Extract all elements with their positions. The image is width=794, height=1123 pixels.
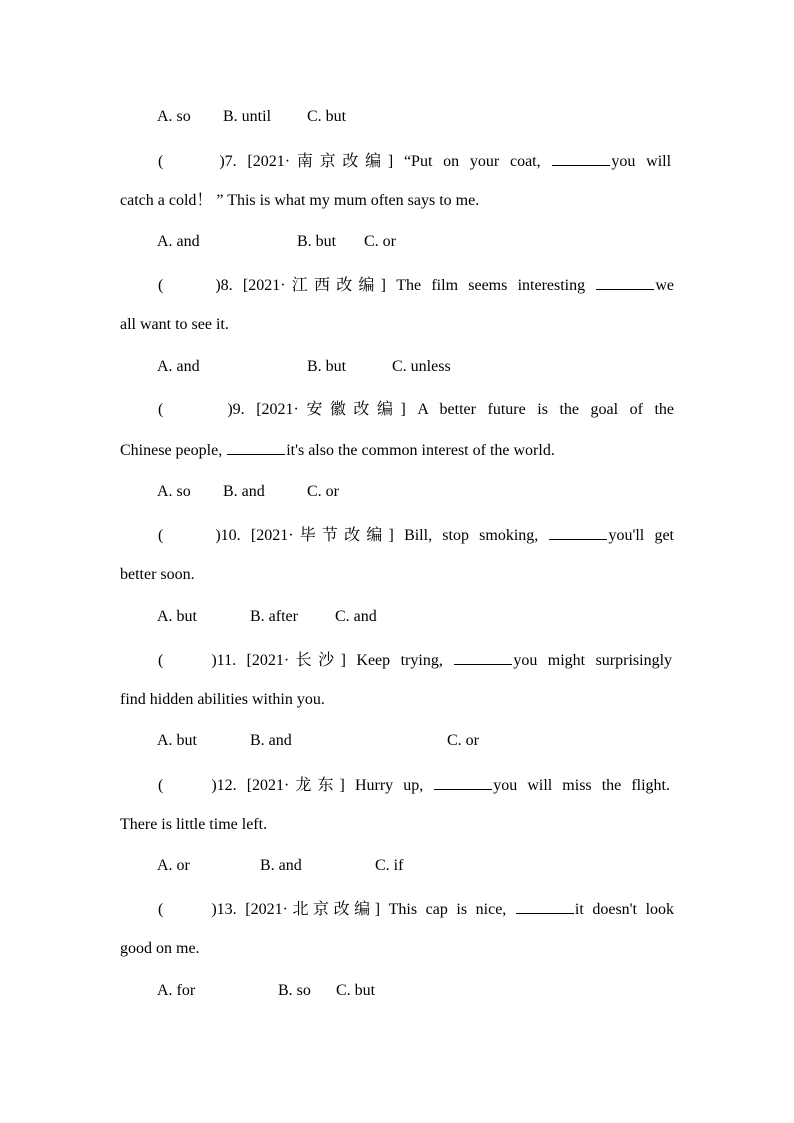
question-source: [2021·龙东] (246, 777, 345, 794)
open-paren: ( (158, 153, 164, 170)
option-b: B. until (223, 108, 272, 125)
question-7-line-1: ( )7. [2021·南京改编] “Put on your coat, you will (158, 153, 672, 170)
question-number: )9. (227, 401, 245, 418)
question-source: [2021·毕节改编] (250, 527, 394, 544)
option-c: C. but (336, 982, 376, 999)
option-b: B. and (260, 857, 302, 874)
answer-blank (516, 899, 574, 914)
answer-blank (434, 775, 492, 790)
option-a: A. and (157, 233, 200, 250)
option-a: A. and (157, 358, 200, 375)
option-c: C. and (335, 608, 377, 625)
question-9-line-2: Chinese people, it's also the common interest of the world. (120, 442, 555, 459)
option-c: C. or (364, 233, 396, 250)
option-a: A. but (157, 608, 197, 625)
question-number: )11. (211, 652, 237, 669)
answer-blank (454, 650, 512, 665)
question-8-line-2: all want to see it. (120, 316, 229, 333)
question-number: )13. (211, 901, 237, 918)
option-b: B. and (223, 483, 265, 500)
option-a: A. or (157, 857, 190, 874)
question-12-line-2: There is little time left. (120, 816, 268, 833)
question-source: [2021·江西改编] (242, 277, 387, 294)
question-13-line-1: ( )13. [2021·北京改编] This cap is nice, it doesn't look (158, 901, 675, 918)
question-9-line-1: ( )9. [2021·安徽改编] A better future is the goal of the (158, 401, 675, 418)
question-number: )12. (211, 777, 237, 794)
option-c: C. or (307, 483, 339, 500)
answer-blank (596, 275, 654, 290)
answer-blank (227, 440, 285, 455)
option-c: C. but (307, 108, 347, 125)
question-number: )10. (215, 527, 241, 544)
option-a: A. so (157, 108, 191, 125)
question-8-line-1: ( )8. [2021·江西改编] The film seems interesting we (158, 277, 675, 294)
question-source: [2021·南京改编] (247, 153, 394, 170)
question-10-line-2: better soon. (120, 566, 195, 583)
option-b: B. so (278, 982, 311, 999)
option-a: A. but (157, 732, 197, 749)
question-10-line-1: ( )10. [2021·毕节改编] Bill, stop smoking, you'll get (158, 527, 674, 544)
option-c: C. or (447, 732, 479, 749)
question-source: [2021·北京改编] (245, 901, 381, 918)
option-a: A. so (157, 483, 191, 500)
option-b: B. but (307, 358, 347, 375)
question-7-line-2: catch a cold！ ” This is what my mum often says to me. (120, 192, 480, 209)
question-13-line-2: good on me. (120, 940, 200, 957)
question-number: )7. (219, 153, 237, 170)
option-b: B. after (250, 608, 298, 625)
option-b: B. and (250, 732, 292, 749)
option-a: A. for (157, 982, 196, 999)
answer-blank (549, 525, 607, 540)
option-b: B. but (297, 233, 337, 250)
question-number: )8. (215, 277, 233, 294)
question-11-line-1: ( )11. [2021·长沙] Keep trying, you might surprisingly (158, 652, 673, 669)
question-source: [2021·长沙] (246, 652, 346, 669)
answer-blank (552, 151, 610, 166)
option-c: C. unless (392, 358, 451, 375)
question-11-line-2: find hidden abilities within you. (120, 691, 325, 708)
question-source: [2021·安徽改编] (256, 401, 406, 418)
question-12-line-1: ( )12. [2021·龙东] Hurry up, you will miss the flight. (158, 777, 670, 794)
option-c: C. if (375, 857, 404, 874)
